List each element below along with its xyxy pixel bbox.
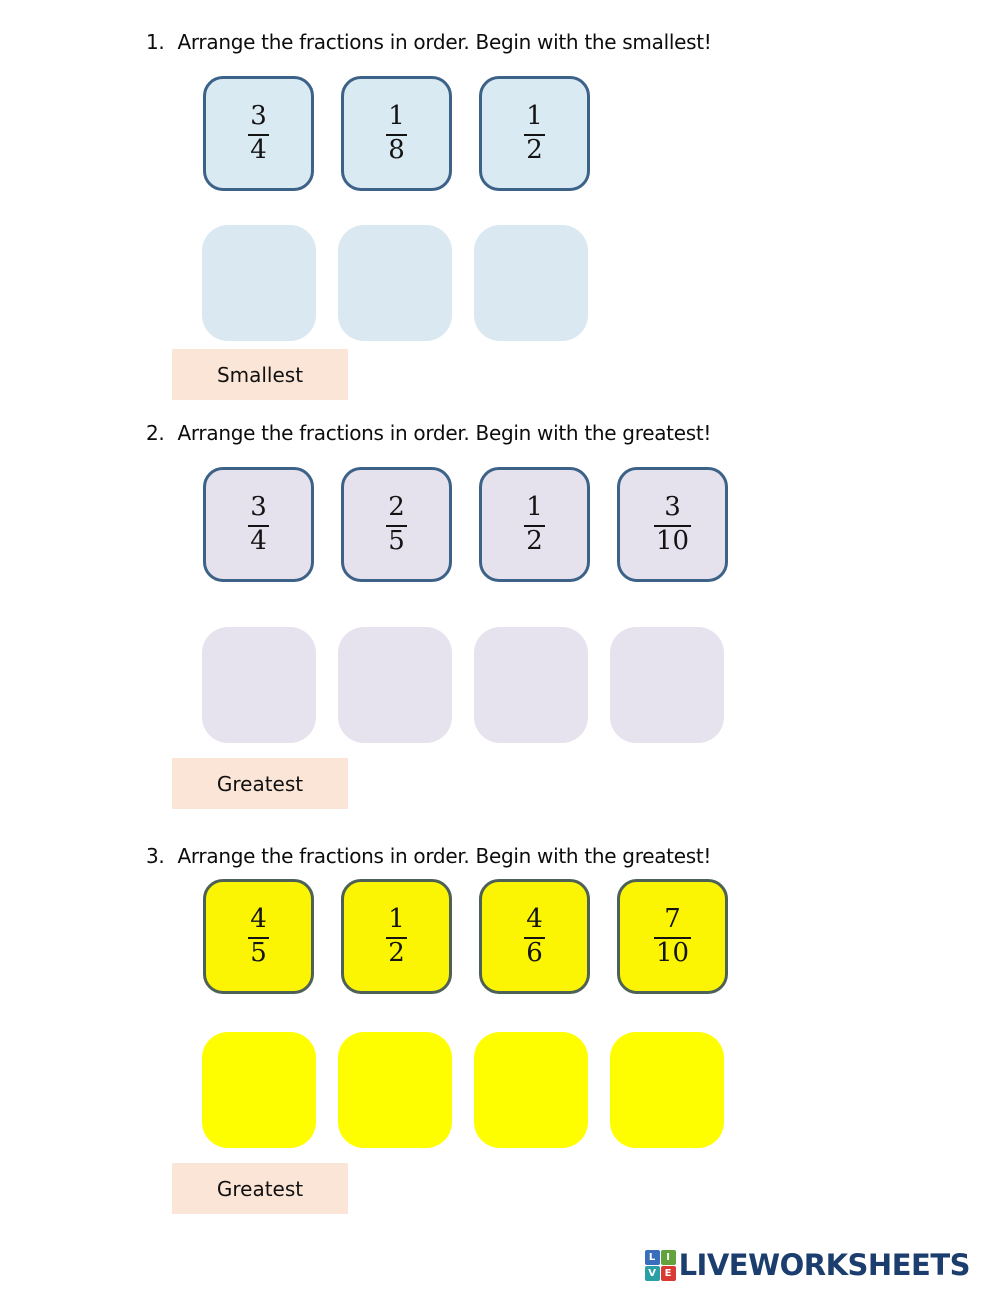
- answer-slot[interactable]: [338, 225, 452, 341]
- answer-slots-row: [202, 225, 1000, 341]
- question-instruction: [146, 30, 1000, 55]
- fraction: [248, 102, 269, 164]
- logo-letter-i: I: [661, 1250, 676, 1265]
- fraction-numerator: 2: [388, 492, 405, 523]
- fraction-card[interactable]: [479, 879, 590, 994]
- fraction-numerator: 1: [526, 492, 543, 523]
- answer-slot[interactable]: [610, 1032, 724, 1148]
- fraction: [654, 905, 691, 967]
- question-text: Arrange the fractions in order. Begin with the greatest!: [177, 844, 712, 868]
- logo-letter-e: E: [661, 1266, 676, 1281]
- fraction: [524, 905, 545, 967]
- fraction-cards-row: [203, 76, 1000, 191]
- fraction-numerator: 3: [250, 101, 267, 132]
- answer-slot[interactable]: [338, 627, 452, 743]
- fraction-card[interactable]: [341, 879, 452, 994]
- fraction-card[interactable]: [203, 879, 314, 994]
- question-number: 1.: [146, 30, 165, 54]
- fraction-denominator: 10: [655, 937, 690, 968]
- question-1: [0, 30, 1000, 400]
- fraction: [524, 493, 545, 555]
- fraction: [654, 493, 691, 555]
- fraction-denominator: 2: [526, 525, 543, 556]
- order-label: [172, 1163, 348, 1214]
- answer-slot[interactable]: [474, 225, 588, 341]
- fraction-card[interactable]: [203, 76, 314, 191]
- fraction: [386, 493, 407, 555]
- fraction-card[interactable]: [479, 76, 590, 191]
- fraction-card[interactable]: [341, 467, 452, 582]
- fraction-numerator: 3: [664, 492, 681, 523]
- answer-slot[interactable]: [474, 1032, 588, 1148]
- fraction: [386, 102, 407, 164]
- fraction-numerator: 1: [526, 101, 543, 132]
- fraction: [386, 905, 407, 967]
- fraction-denominator: 2: [388, 937, 405, 968]
- question-text: Arrange the fractions in order. Begin with the greatest!: [177, 421, 712, 445]
- fraction-denominator: 4: [250, 525, 267, 556]
- liveworksheets-logo[interactable]: [645, 1247, 970, 1283]
- order-label-text: Greatest: [216, 1176, 304, 1201]
- question-3: [0, 844, 1000, 1214]
- fraction-numerator: 4: [250, 904, 267, 935]
- logo-letter-l: L: [645, 1250, 660, 1265]
- liveworksheets-logo-text: LIVEWORKSHEETS: [678, 1248, 970, 1282]
- question-2: [0, 421, 1000, 809]
- fraction-cards-row: [203, 467, 1000, 582]
- fraction-cards-row: [203, 879, 1000, 994]
- question-number: 3.: [146, 844, 165, 868]
- answer-slots-row: [202, 1032, 1000, 1148]
- fraction-numerator: 1: [388, 904, 405, 935]
- fraction-denominator: 10: [655, 525, 690, 556]
- fraction-card[interactable]: [617, 879, 728, 994]
- fraction-denominator: 4: [250, 134, 267, 165]
- liveworksheets-logo-icon: [645, 1250, 676, 1281]
- question-number: 2.: [146, 421, 165, 445]
- fraction-denominator: 6: [526, 937, 543, 968]
- answer-slot[interactable]: [202, 225, 316, 341]
- question-text: Arrange the fractions in order. Begin with the smallest!: [177, 30, 712, 54]
- order-label-text: Greatest: [216, 771, 304, 796]
- order-label-text: Smallest: [216, 362, 304, 387]
- answer-slot[interactable]: [202, 627, 316, 743]
- fraction-denominator: 5: [388, 525, 405, 556]
- order-label: [172, 349, 348, 400]
- fraction-card[interactable]: [479, 467, 590, 582]
- question-instruction: [146, 421, 1000, 446]
- fraction-card[interactable]: [203, 467, 314, 582]
- order-label: [172, 758, 348, 809]
- fraction: [524, 102, 545, 164]
- fraction-numerator: 7: [664, 904, 681, 935]
- fraction-denominator: 5: [250, 937, 267, 968]
- fraction-denominator: 8: [388, 134, 405, 165]
- fraction: [248, 905, 269, 967]
- fraction-denominator: 2: [526, 134, 543, 165]
- fraction: [248, 493, 269, 555]
- fraction-numerator: 3: [250, 492, 267, 523]
- answer-slot[interactable]: [610, 627, 724, 743]
- fraction-numerator: 1: [388, 101, 405, 132]
- answer-slot[interactable]: [338, 1032, 452, 1148]
- answer-slot[interactable]: [202, 1032, 316, 1148]
- answer-slots-row: [202, 627, 1000, 743]
- fraction-numerator: 4: [526, 904, 543, 935]
- fraction-card[interactable]: [341, 76, 452, 191]
- fraction-card[interactable]: [617, 467, 728, 582]
- answer-slot[interactable]: [474, 627, 588, 743]
- logo-letter-v: V: [645, 1266, 660, 1281]
- question-instruction: [146, 844, 1000, 869]
